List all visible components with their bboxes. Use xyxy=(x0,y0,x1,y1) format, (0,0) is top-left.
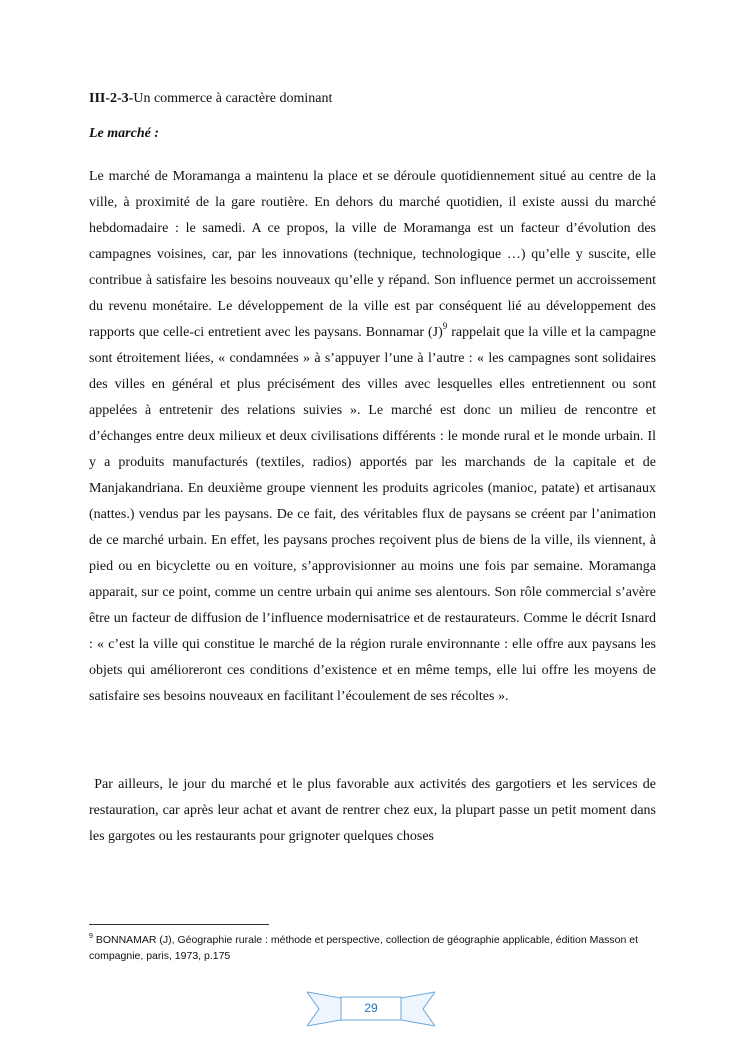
paragraph-1 xyxy=(89,164,656,710)
page-number-ribbon xyxy=(307,990,435,1028)
page-number: 29 xyxy=(364,1001,378,1015)
footnote xyxy=(89,932,656,964)
section-number: III-2-3- xyxy=(89,91,134,106)
subsection-heading: Le marché : xyxy=(89,126,159,141)
footnote-divider xyxy=(89,924,269,925)
footnote-number: 9 xyxy=(89,932,93,940)
paragraph-2: Par ailleurs, le jour du marché et le plus favorable aux activités des gargotiers et les services de restauration, car après leur achat et avant de rentrer chez eux, la plupart passe un petit moment dans les gargotes ou les restaurants pour grignoter quelques choses xyxy=(89,777,660,844)
section-title: Un commerce à caractère dominant xyxy=(133,91,333,106)
footnote-reference[interactable]: 9 xyxy=(442,321,448,332)
footnote-text: BONNAMAR (J), Géographie rurale : méthode et perspective, collection de géographie applicable, édition Masson et compagnie, paris, 1973, p.175 xyxy=(89,934,639,962)
paragraph-1-text-b: rappelait que la ville et la campagne sont étroitement liées, « condamnées » à s’appuyer l’une à l’autre : « les campagnes sont solidaires des villes en général et plus précisément des villes avec lesquelles elles entretiennent ou sont appelées à entretenir des relations suivies ». Le marché est donc un milieu de rencontre et d’échanges entre deux milieux et deux civilisations différents : le monde rural et le monde urbain. Il y a produits manufacturés (textiles, radios) apportés par les marchands de la capitale et de Manjakandriana. En deuxième groupe viennent les produits agricoles (manioc, patate) et artisanaux (nattes.) vendus par les paysans. De ce fait, des véritables flux de paysans se créent par l’animation de ce marché urbain. En effet, les paysans proches reçoivent plus de biens de la ville, ils viennent, à pied ou en bicyclette ou en voiture, s’approvisionner au moins une fois par semaine. Moramanga apparait, sur ce point, comme un centre urbain qui anime ses alentours. Son rôle commercial s’avère être un facteur de diffusion de l’influence modernisatrice et de restaurateurs. Comme le décrit Isnard : « c’est la ville qui constitue le marché de la région rurale environnante : elle offre aux paysans les objets qui amélioreront ces conditions d’existence et en même temps, elle lui offre les moyens de satisfaire ses besoins nouveaux en facilitant l’écoulement de ses récoltes ». xyxy=(89,325,656,704)
section-heading xyxy=(89,90,656,108)
paragraph-1-text-a: Le marché de Moramanga a maintenu la place et se déroule quotidiennement situé au centre de la ville, à proximité de la gare routière. En dehors du marché quotidien, il existe aussi du marché hebdomadaire : le samedi. A ce propos, la ville de Moramanga est un facteur d’évolution des campagnes voisines, car, par les innovations (technique, technologique …) qu’elle y suscite, elle contribue à satisfaire les besoins nouveaux qu’elle y répand. Son influence permet un accroissement du revenu monétaire. Le développement de la ville est par conséquent lié au développement des rapports que celle-ci entretient avec les paysans. Bonnamar (J) xyxy=(89,169,656,340)
